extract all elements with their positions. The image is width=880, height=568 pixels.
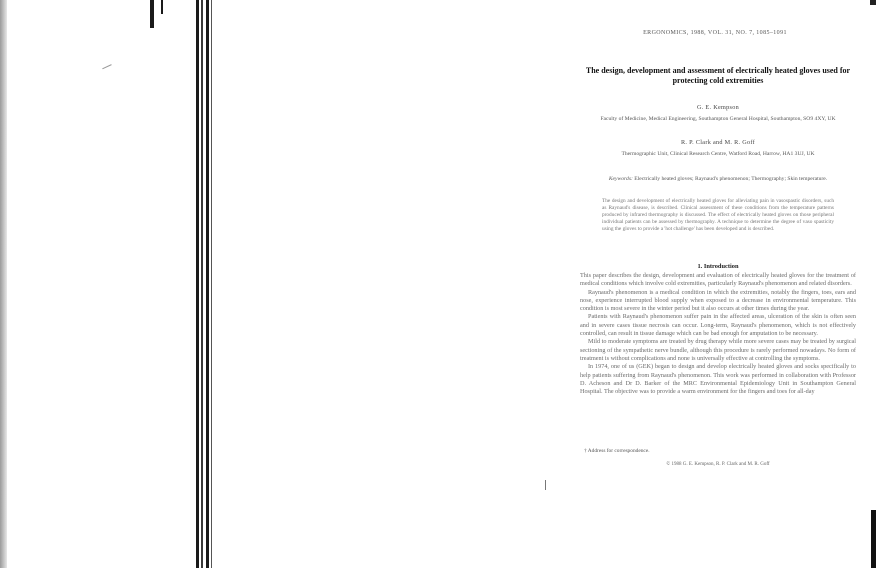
gutter-bar	[161, 0, 163, 14]
keywords-text: Electrically heated gloves; Raynaud's phenomenon; Thermography; Skin temperature.	[634, 176, 828, 182]
edge-bar	[871, 510, 876, 568]
gutter-bar	[196, 0, 199, 568]
keywords-label: Keywords:	[608, 176, 633, 182]
author-2-affiliation: Thermographic Unit, Clinical Research Centre, Watford Road, Harrow, HA1 3UJ, UK	[621, 151, 815, 157]
gutter-bar	[211, 0, 212, 568]
author-2-name: R. P. Clark and M. R. Goff	[680, 139, 756, 146]
body-text	[580, 272, 856, 396]
stray-pencil-mark	[102, 64, 114, 74]
scan-left-edge	[0, 0, 7, 568]
gutter-bar	[150, 0, 154, 28]
author-1-name: G. E. Kempson	[696, 104, 740, 111]
paper-title: The design, development and assessment of electrically heated gloves used for protecting cold extremities	[585, 66, 851, 85]
gutter-bar	[201, 0, 203, 568]
footnote: † Address for correspondence.	[584, 448, 650, 454]
journal-reference: ERGONOMICS, 1988, VOL. 31, NO. 7, 1085–1091	[643, 30, 787, 36]
author-1-affiliation: Faculty of Medicine, Medical Engineering, Southampton General Hospital, Southampton, SO9 4XY, UK	[600, 116, 836, 122]
edge-mark	[870, 0, 876, 5]
page-marker	[545, 480, 546, 490]
paragraph: Patients with Raynaud's phenomenon suffer pain in the affected areas, ulceration of the skin is often seen and in severe cases tissue necrosis can occur. Long-term, Raynaud's phenomenon, which is not effectively controlled, can result in tissue damage which can be bad enough for amputation to be necessary.	[580, 313, 856, 338]
paragraph: Mild to moderate symptoms are treated by drug therapy while more severe cases may be treated by surgical sectioning of the sympathetic nerve bundle, although this procedure is rarely performed nowadays. No form of treatment is without complications and none is universally effective at controlling the symptoms.	[580, 338, 856, 362]
keywords	[590, 176, 846, 183]
paragraph: Raynaud's phenomenon is a medical condition in which the extremities, notably the fingers, toes, ears and nose, experience interrupted blood supply when exposed to a decrease in environmental temperature. This condition is most severe in the winter period but it also occurs at other times during the year.	[580, 288, 856, 313]
paragraph: In 1974, one of us (GEK) began to design and develop electrically heated gloves and socks specifically to help patients suffering from Raynaud's phenomenon. This work was performed in collaboration with Professor D. Acheson and Dr D. Barker of the MRC Environmental Epidemiology Unit in Southampton General Hospital. The objective was to provide a warm environment for the fingers and toes for all-day	[580, 363, 856, 396]
abstract: The design and development of electrically heated gloves for alleviating pain in vasospastic disorders, such as Raynaud's disease, is described. Clinical assessment of these conditions from the temperature patterns produced by infrared thermography is discussed. The effect of electrically heated gloves on those peripheral individual patients can be assessed by thermography. A technique to determine the degree of vaso spasticity using the gloves to provide a 'hot challenge' has been developed and is described.	[602, 198, 834, 233]
section-heading: 1. Introduction	[697, 263, 739, 270]
copyright-line: © 1988 G. E. Kempson, R. P. Clark and M. R. Goff	[666, 462, 770, 467]
paragraph: This paper describes the design, development and evaluation of electrically heated gloves for the treatment of medical conditions which involve cold extremities, particularly Raynaud's phenomenon and related disorders.	[580, 272, 856, 288]
gutter-bar	[206, 0, 209, 568]
